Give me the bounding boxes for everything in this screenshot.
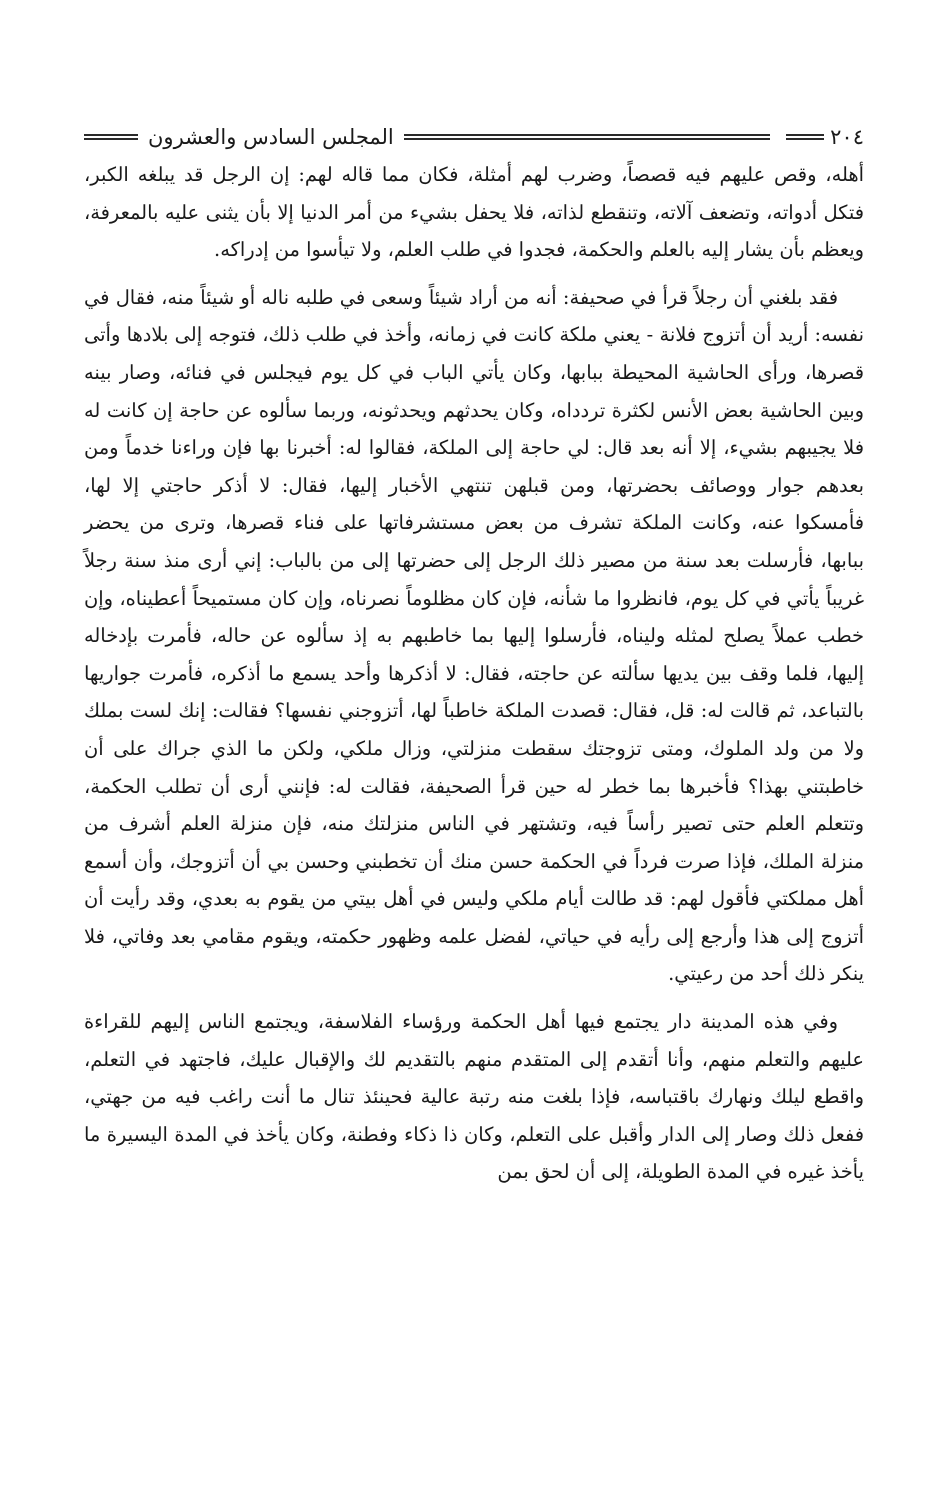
header-rule-middle bbox=[404, 134, 770, 140]
paragraph-3: وفي هذه المدينة دار يجتمع فيها أهل الحكمة ورؤساء الفلاسفة، ويجتمع الناس إليهم للقراءة عليهم والتعلم منهم، وأنا أتقدم إلى المتقدم منهم بالتقديم لك والإقبال عليك، فاجتهد في التعلم، واقطع ليلك ونهارك باقتباسه، فإذا بلغت منه رتبة عالية فحينئذ تنال ما أنت راغب فيه من جهتي، ففعل ذلك وصار إلى الدار وأقبل على التعلم، وكان ذا ذكاء وفطنة، وكان يأخذ في المدة اليسيرة ما يأخذ غيره في المدة الطويلة، إلى أن لحق بمن bbox=[84, 1010, 864, 1184]
book-page bbox=[84, 120, 864, 1191]
paragraph-2: فقد بلغني أن رجلاً قرأ في صحيفة: أنه من أراد شيئاً وسعى في طلبه ناله أو شيئاً منه، فقال في نفسه: أريد أن أتزوج فلانة - يعني ملكة كانت في زمانه، وأخذ في طلب ذلك، فتوجه إلى بلادها وأتى قصرها، ورأى الحاشية المحيطة ببابها، وكان يأتي الباب في كل يوم فيجلس في فنائه، وصار بينه وبين الحاشية بعض الأنس لكثرة تردداه، وكان يحدثهم ويحدثونه، وربما سألوه عن حاجة إن كانت له فلا يجيبهم بشيء، إلا أنه بعد قال: لي حاجة إلى الملكة، فقالوا له: أخبرنا بها فإن وراءنا خدماً ومن بعدهم جوار ووصائف بحضرتها، ومن قبلهن تنتهي الأخبار إليها، فقال: لا أذكر حاجتي إلا لها، فأمسكوا عنه، وكانت الملكة تشرف من بعض مستشرفاتها على فناء قصرها، وترى من يحضر ببابها، فأرسلت بعد سنة من مصير ذلك الرجل إلى حضرتها إلى من بالباب: إني أرى منذ سنة رجلاً غريباً يأتي في كل يوم، فانظروا ما شأنه، فإن كان مظلوماً نصرناه، وإن كان مستميحاً أعطيناه، وإن خطب عملاً يصلح لمثله وليناه، فأرسلوا إليها بما خاطبهم به إذ سألوه عن حاله، فأمرت بإدخاله إليها، فلما وقف بين يديها سألته عن حاجته، فقال: لا أذكرها وأحد يسمع ما أذكره، فأمرت جواريها بالتباعد، ثم قالت له: قل، فقال: قصدت الملكة خاطباً لها، أتزوجني نفسها؟ فقالت: إنك لست بملك ولا من ولد الملوك، ومتى تزوجتك سقطت منزلتي، وزال ملكي، ولكن ما الذي جراك على أن خاطبتني بهذا؟ فأخبرها بما خطر له حين قرأ الصحيفة، فقالت له: فإنني أرى أن تطلب الحكمة، وتتعلم العلم حتى تصير رأساً فيه، وتشتهر في الناس منزلتك منه، فإن منزلة العلم أشرف من منزلة الملك، فإذا صرت فرداً في الحكمة حسن منك أن تخطبني وحسن بي أن أتزوجك، وأن أسمع أهل مملكتي فأقول لهم: قد طالت أيام ملكي وليس في أهل بيتي من يقوم به بعدي، وقد رأيت أن أتزوج إلى هذا وأرجع إلى رأيه في حياتي، لفضل علمه وظهور حكمته، ويقوم مقامي بعد وفاتي، فلا ينكر ذلك أحد من رعيتي. bbox=[84, 285, 864, 986]
page-header bbox=[84, 120, 864, 154]
header-rule-right bbox=[84, 134, 138, 140]
page-number: ٢٠٤ bbox=[830, 125, 864, 149]
paragraph-1: أهله، وقص عليهم فيه قصصاً، وضرب لهم أمثلة، فكان مما قاله لهم: إن الرجل قد يبلغه الكبر، فتكل أدواته، وتضعف آلاته، وتنقطع لذاته، فلا يحفل بشيء من أمر الدنيا إلا بأن يثنى عليه بالمعرفة، ويعظم بأن يشار إليه بالعلم والحكمة، فجدوا في طلب العلم، ولا تيأسوا من إدراكه. bbox=[84, 163, 864, 262]
running-title: المجلس السادس والعشرون bbox=[148, 125, 394, 149]
header-rule-left bbox=[786, 134, 824, 140]
body-text bbox=[84, 156, 864, 1191]
